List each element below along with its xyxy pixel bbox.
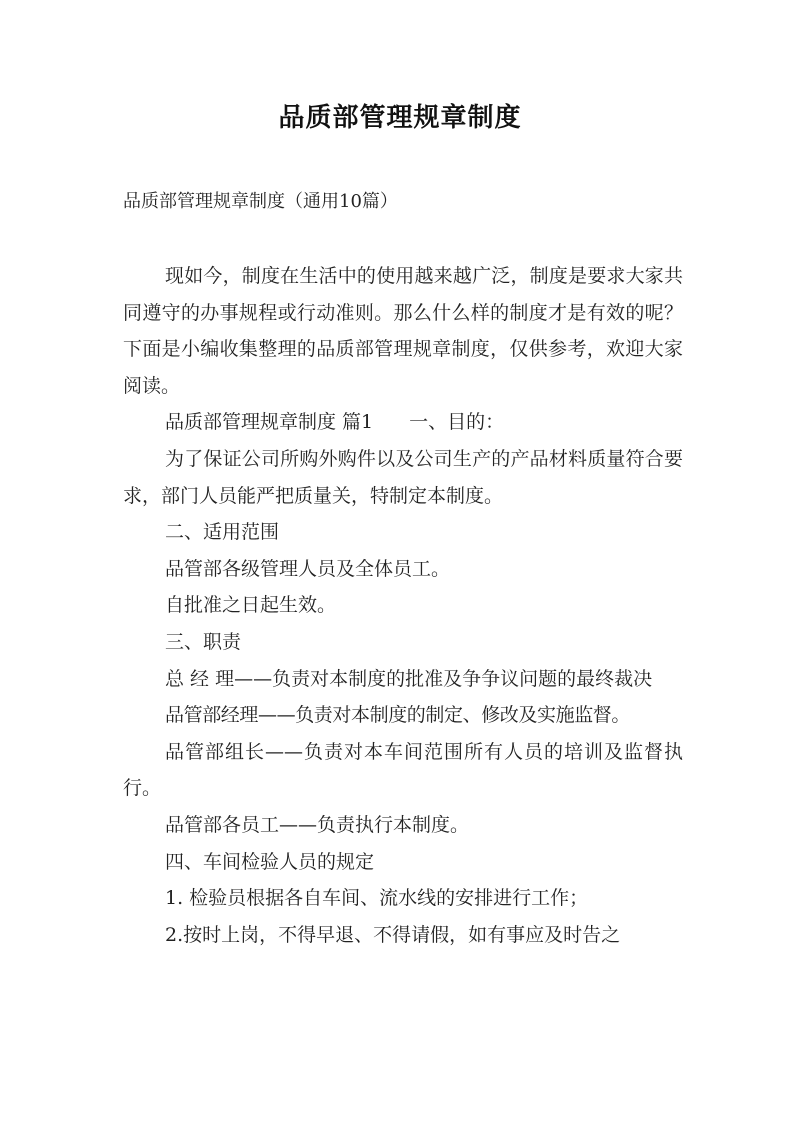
document-subtitle: 品质部管理规章制度（通用10篇） [123,191,398,212]
effective-text: 自批准之日起生效。 [165,594,337,617]
rules-heading: 四、车间检验人员的规定 [165,850,375,873]
scope-heading: 二、适用范围 [165,521,280,544]
duties-heading: 三、职责 [165,630,242,653]
duty-general-manager: 总 经 理——负责对本制度的批准及争争议问题的最终裁决 [165,667,653,690]
duty-manager: 品管部经理——负责对本制度的制定、修改及实施监督。 [165,704,631,727]
purpose-heading: 一、目的： [409,411,505,434]
duty-leader: 品管部组长——负责对本车间范围所有人员的培训及监督执行。 [123,740,683,800]
scope-text: 品管部各级管理人员及全体员工。 [165,557,451,580]
intro-paragraph: 现如今，制度在生活中的使用越来越广泛，制度是要求大家共同遵守的办事规程或行动准则。那么什么样的制度才是有效的呢？下面是小编收集整理的品质部管理规章制度，仅供参考，欢迎大家阅读。 [123,265,683,397]
rule-item-1: 1. 检验员根据各自车间、流水线的安排进行工作； [165,887,589,910]
duty-staff: 品管部各员工——负责执行本制度。 [165,813,470,836]
document-title: 品质部管理规章制度 [278,103,522,133]
document-body [123,258,683,953]
purpose-paragraph: 为了保证公司所购外购件以及公司生产的产品材料质量符合要求，部门人员能严把质量关，特制定本制度。 [123,447,683,507]
section-heading-line [123,404,683,441]
section-heading: 品质部管理规章制度 篇1 [165,411,374,434]
rule-item-2: 2.按时上岗，不得早退、不得请假，如有事应及时告之 [165,923,621,946]
